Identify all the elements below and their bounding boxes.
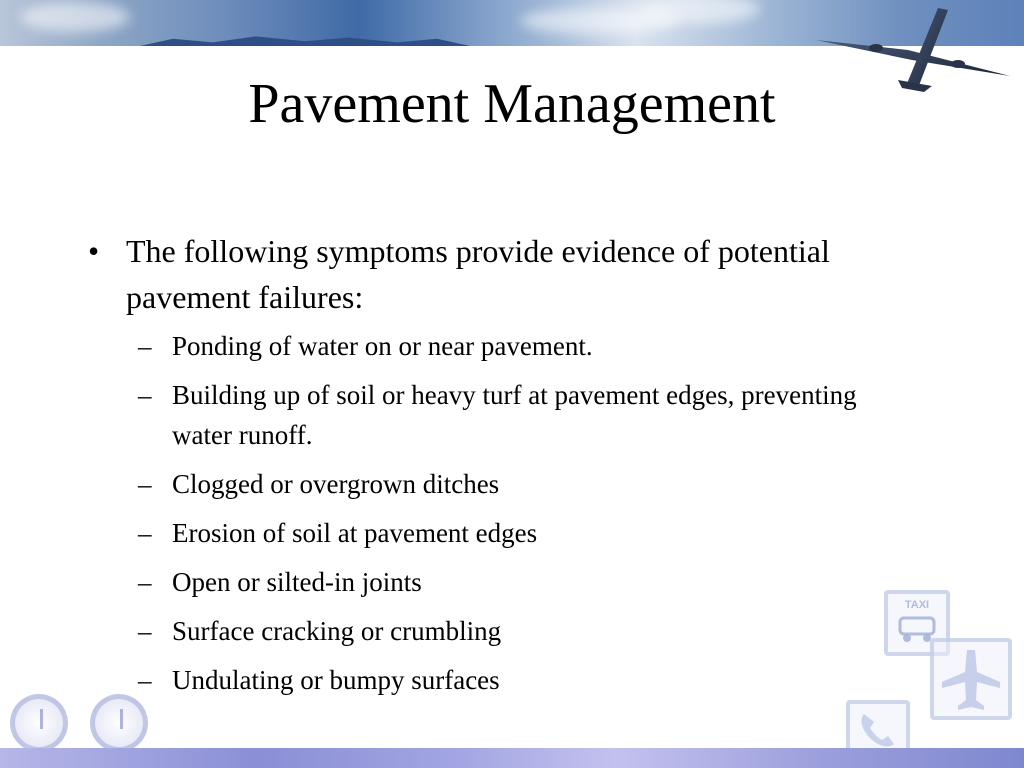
airplane-sign-icon bbox=[930, 638, 1012, 720]
sub-bullet-text: Undulating or bumpy surfaces bbox=[172, 665, 500, 695]
sub-bullet bbox=[82, 513, 912, 553]
sub-bullet-list bbox=[82, 326, 912, 700]
main-bullet bbox=[82, 228, 912, 320]
sub-bullet bbox=[82, 464, 912, 504]
sub-bullet bbox=[82, 375, 912, 455]
dash-glyph: – bbox=[138, 331, 152, 361]
dash-glyph: – bbox=[138, 469, 152, 499]
sub-bullet-text: Building up of soil or heavy turf at pavement edges, preventing water runoff. bbox=[172, 380, 857, 450]
bullet-list bbox=[82, 228, 912, 709]
sub-bullet-text: Open or silted-in joints bbox=[172, 567, 422, 597]
sub-bullet-text: Clogged or overgrown ditches bbox=[172, 469, 500, 499]
sub-bullet-text: Ponding of water on or near pavement. bbox=[172, 331, 593, 361]
sub-bullet bbox=[82, 611, 912, 651]
sub-bullet bbox=[82, 562, 912, 602]
dash-glyph: – bbox=[138, 616, 152, 646]
dash-glyph: – bbox=[138, 380, 152, 410]
clock-icon bbox=[90, 694, 148, 752]
bullet-glyph: • bbox=[88, 233, 100, 269]
clock-icon bbox=[10, 694, 68, 752]
main-bullet-text: The following symptoms provide evidence of potential pavement failures: bbox=[126, 233, 830, 315]
bottom-banner bbox=[0, 748, 1024, 768]
slide-title: Pavement Management bbox=[248, 73, 776, 135]
dash-glyph: – bbox=[138, 567, 152, 597]
taxi-label: TAXI bbox=[904, 599, 930, 611]
dash-glyph: – bbox=[138, 665, 152, 695]
dash-glyph: – bbox=[138, 518, 152, 548]
sub-bullet bbox=[82, 660, 912, 700]
sub-bullet-text: Surface cracking or crumbling bbox=[172, 616, 502, 646]
sub-bullet bbox=[82, 326, 912, 366]
sub-bullet-text: Erosion of soil at pavement edges bbox=[172, 518, 538, 548]
